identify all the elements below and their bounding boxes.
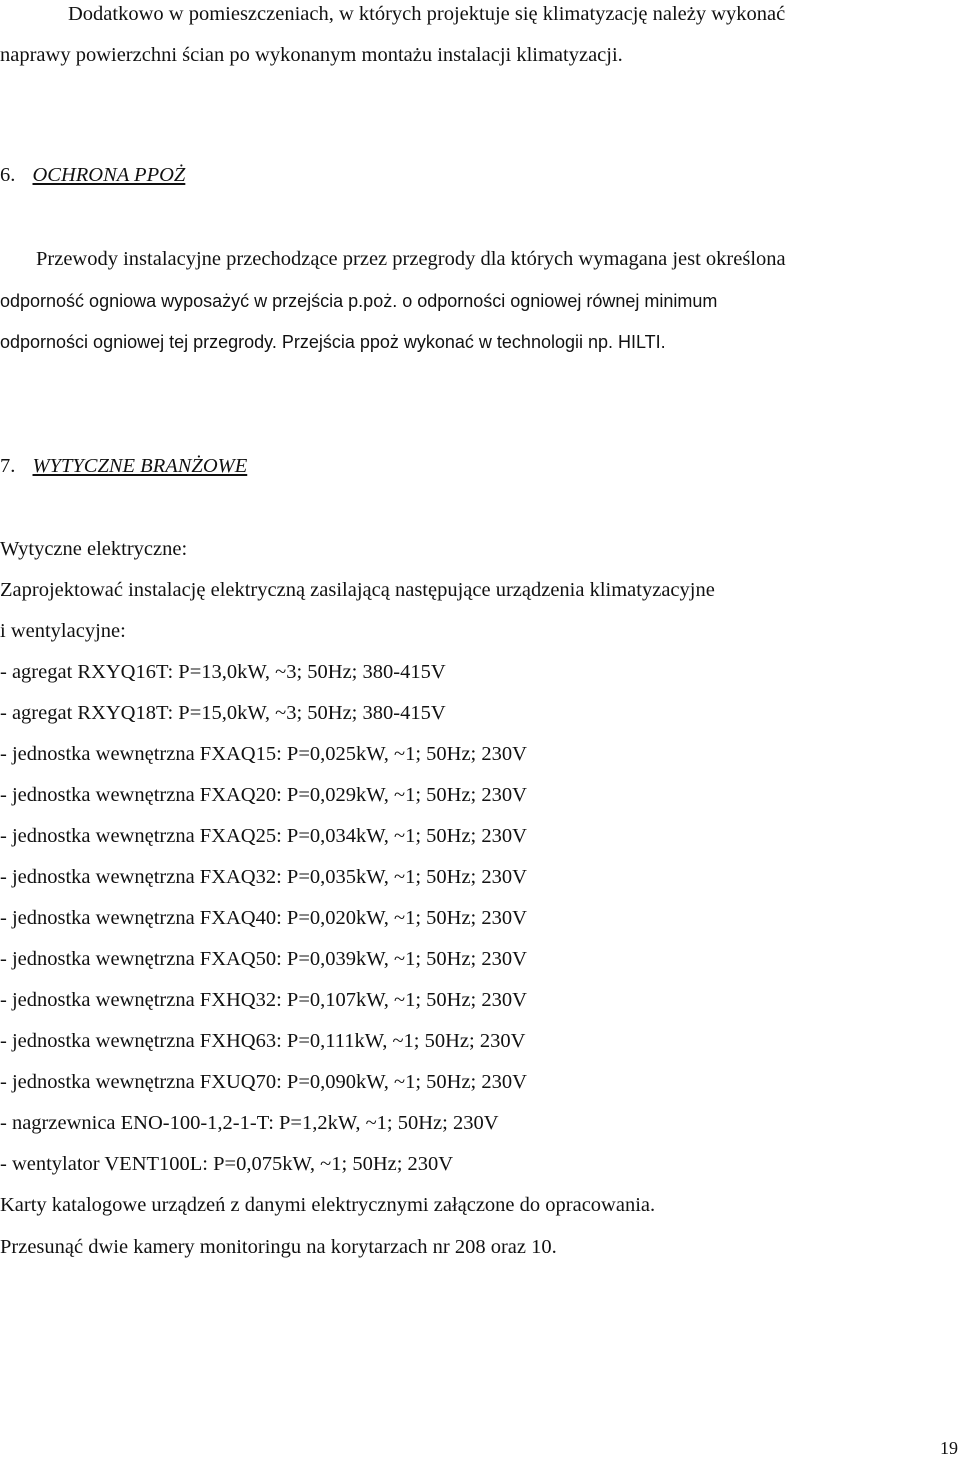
list-item: - wentylator VENT100L: P=0,075kW, ~1; 50Hz; 230V <box>0 1153 454 1175</box>
list-item: - jednostka wewnętrzna FXAQ40: P=0,020kW, ~1; 50Hz; 230V <box>0 907 527 929</box>
section-6-title: OCHRONA PPOŻ <box>32 164 186 186</box>
list-item: - agregat RXYQ18T: P=15,0kW, ~3; 50Hz; 380-415V <box>0 702 446 724</box>
list-item: - jednostka wewnętrzna FXAQ20: P=0,029kW, ~1; 50Hz; 230V <box>0 784 527 806</box>
list-item: - jednostka wewnętrzna FXHQ32: P=0,107kW, ~1; 50Hz; 230V <box>0 989 527 1011</box>
section-7-subheading: Wytyczne elektryczne: <box>0 538 188 560</box>
list-item: - agregat RXYQ16T: P=13,0kW, ~3; 50Hz; 380-415V <box>0 661 446 683</box>
intro-line-1: Dodatkowo w pomieszczeniach, w których projektuje się klimatyzację należy wykonać <box>68 3 786 25</box>
section-7-closing-2: Przesunąć dwie kamery monitoringu na korytarzach nr 208 oraz 10. <box>0 1236 557 1258</box>
list-item: - jednostka wewnętrzna FXAQ32: P=0,035kW, ~1; 50Hz; 230V <box>0 866 527 888</box>
page-number: 19 <box>940 1438 958 1458</box>
section-6-number: 6. <box>0 164 16 186</box>
list-item: - jednostka wewnętrzna FXAQ50: P=0,039kW, ~1; 50Hz; 230V <box>0 948 527 970</box>
intro-line-2: naprawy powierzchni ścian po wykonanym montażu instalacji klimatyzacji. <box>0 44 623 66</box>
list-item: - jednostka wewnętrzna FXAQ25: P=0,034kW, ~1; 50Hz; 230V <box>0 825 527 847</box>
list-item: - nagrzewnica ENO-100-1,2-1-T: P=1,2kW, ~1; 50Hz; 230V <box>0 1112 499 1134</box>
section-6-line-3: odporności ogniowej tej przegrody. Przejścia ppoż wykonać w technologii np. HILTI. <box>0 332 666 352</box>
section-7-intro-2: i wentylacyjne: <box>0 620 126 642</box>
section-6-line-2: odporność ogniowa wyposażyć w przejścia p.poż. o odporności ogniowej równej minimum <box>0 291 718 311</box>
section-7-intro-1: Zaprojektować instalację elektryczną zasilającą następujące urządzenia klimatyzacyjne <box>0 579 715 601</box>
list-item: - jednostka wewnętrzna FXUQ70: P=0,090kW, ~1; 50Hz; 230V <box>0 1071 527 1093</box>
list-item: - jednostka wewnętrzna FXAQ15: P=0,025kW, ~1; 50Hz; 230V <box>0 743 527 765</box>
section-6-line-1: Przewody instalacyjne przechodzące przez przegrody dla których wymagana jest określona <box>36 248 786 270</box>
list-item: - jednostka wewnętrzna FXHQ63: P=0,111kW, ~1; 50Hz; 230V <box>0 1030 526 1052</box>
section-6-heading <box>0 163 185 187</box>
section-7-title: WYTYCZNE BRANŻOWE <box>32 455 248 477</box>
section-7-number: 7. <box>0 455 16 477</box>
section-7-heading <box>0 454 247 478</box>
section-7-closing-1: Karty katalogowe urządzeń z danymi elektrycznymi załączone do opracowania. <box>0 1194 656 1216</box>
